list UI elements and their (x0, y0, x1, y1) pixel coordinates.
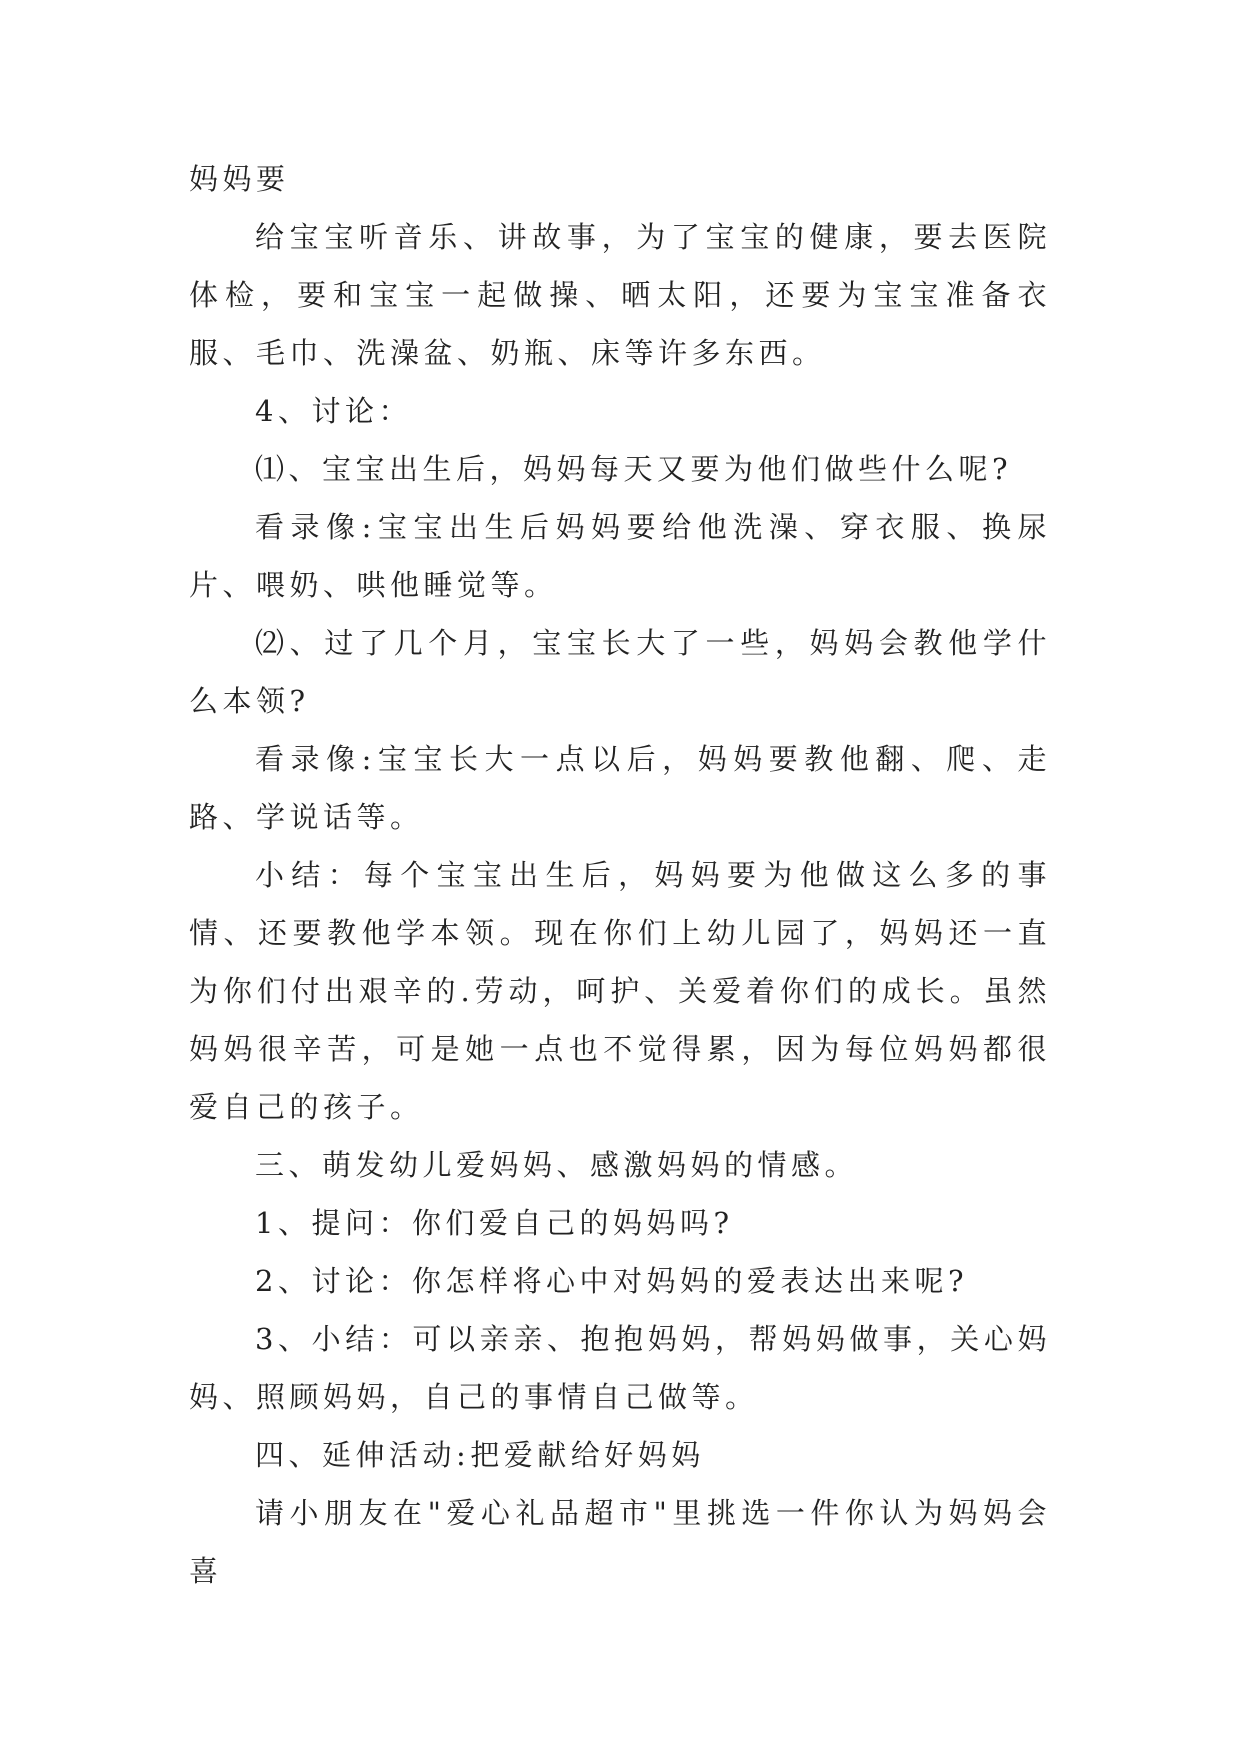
paragraph-discussion-heading: 4、讨论： (255, 394, 412, 428)
paragraph-item-3: 3、小结：可以亲亲、抱抱妈妈，帮妈妈做事，关心妈妈、照顾妈妈，自己的事情自己做等。 (189, 1322, 1051, 1414)
paragraph-mom-preparations: 给宝宝听音乐、讲故事，为了宝宝的健康，要去医院体检，要和宝宝一起做操、晒太阳，还要为宝宝准备衣服、毛巾、洗澡盆、奶瓶、床等许多东西。 (189, 220, 1051, 370)
paragraph-item-2: 2、讨论：你怎样将心中对妈妈的爱表达出来呢? (255, 1264, 968, 1298)
paragraph-summary: 小结：每个宝宝出生后，妈妈要为他做这么多的事情、还要教他学本领。现在你们上幼儿园了，妈妈还一直为你们付出艰辛的.劳动，呵护、关爱着你们的成长。虽然妈妈很辛苦，可是她一点也不觉得累，因为每位妈妈都很爱自己的孩子。 (189, 858, 1051, 1124)
document-page (189, 150, 1051, 1600)
paragraph-extension-activity: 请小朋友在"爱心礼品超市"里挑选一件你认为妈妈会喜 (189, 1496, 1051, 1588)
paragraph-question-1: ⑴、宝宝出生后，妈妈每天又要为他们做些什么呢? (255, 452, 1013, 486)
paragraph-question-2: ⑵、过了几个月，宝宝长大了一些，妈妈会教他学什么本领? (189, 626, 1051, 718)
paragraph-continuation: 妈妈要 (189, 162, 290, 196)
paragraph-section-3-heading: 三、萌发幼儿爱妈妈、感激妈妈的情感。 (255, 1148, 859, 1182)
paragraph-video-2: 看录像:宝宝长大一点以后，妈妈要教他翻、爬、走路、学说话等。 (189, 742, 1051, 834)
paragraph-item-1: 1、提问：你们爱自己的妈妈吗? (255, 1206, 734, 1240)
paragraph-section-4-heading: 四、延伸活动:把爱献给好妈妈 (255, 1438, 705, 1472)
paragraph-video-1: 看录像:宝宝出生后妈妈要给他洗澡、穿衣服、换尿片、喂奶、哄他睡觉等。 (189, 510, 1051, 602)
